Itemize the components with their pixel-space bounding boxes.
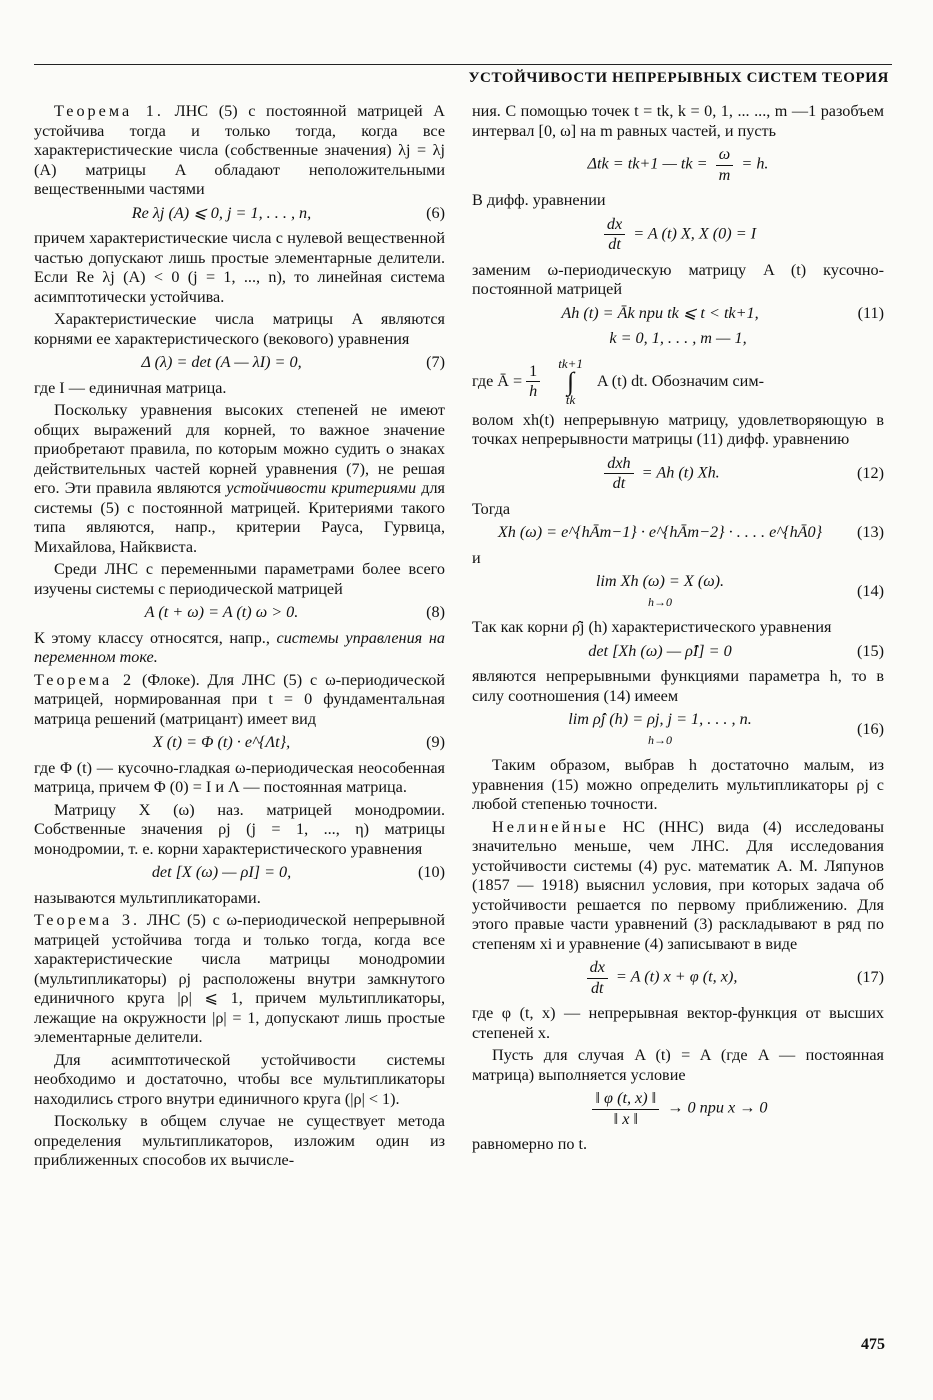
delta-t-numerator: ω (716, 145, 733, 166)
equation-13 (472, 523, 884, 543)
equation-12-body (472, 454, 848, 494)
theorem-1 (34, 102, 445, 200)
equation-16-expr: lim ρ̂j (h) = ρj, j = 1, . . . , n. (568, 710, 752, 728)
equation-13-number: (13) (857, 523, 884, 541)
equation-11 (472, 304, 884, 324)
delta-t-rhs: = h. (741, 154, 769, 173)
equation-8-number: (8) (426, 603, 445, 621)
equation-15 (472, 642, 884, 662)
theorem-2-lead: Теорема 2 (34, 670, 135, 689)
equation-14-expr: lim Xh (ω) = X (ω). (595, 572, 725, 590)
delta-t-lhs: Δtk = tk+1 — tk = (587, 154, 708, 173)
theorem-3-lead: Теорема 3. (34, 911, 141, 929)
eq12-fraction (604, 454, 633, 494)
paragraph-and: и (472, 548, 481, 567)
equation-10 (34, 863, 445, 883)
paragraph-uniform: равномерно по t. (472, 1135, 588, 1153)
paragraph-diff-eq: В дифф. уравнении (472, 191, 606, 209)
de-denominator: dt (608, 235, 621, 253)
equation-10-body: det [X (ω) — ρI] = 0, (151, 863, 292, 881)
equation-13-body: Xh (ω) = e^{hĀm−1} · e^{hĀm−2} · . . . . e^{hĀ0} (497, 523, 823, 541)
theorem-2 (34, 671, 445, 730)
de-numerator: dx (604, 215, 625, 236)
criteria-text-c: для системы (5) с постоянной матрицей. Критериями такого типа являются, напр., критерии Рауса, Гурвица, Михайлова, Найквиста. (34, 479, 445, 556)
de-fraction (604, 215, 625, 255)
paragraph-periodic: Среди ЛНС с переменными параметрами более всего изучены системы с периодической матрицей (34, 560, 445, 598)
theorem-2-text: (Флоке). Для ЛНС (5) с ω-периодической матрицей, нормированная при t = 0 фундаментальная матрица решений (матрицант) имеет вид (34, 670, 445, 728)
paragraph-zero-real: причем характеристические числа с нулевой вещественной частью допускают лишь простые элементарные делители. Если Re λj (A) < 0 (j = 1, ..., n), то линейная система асимптотически устойчива. (34, 229, 445, 306)
equation-delta-t-body (472, 145, 884, 185)
eq17-fraction (587, 958, 608, 998)
paragraph-char-numbers: Характеристические числа матрицы A являются корнями ее характеристического (векового) уравнения (34, 310, 445, 348)
equation-14-limit: h→0 (648, 594, 672, 609)
equation-de (472, 215, 884, 255)
eq18-fraction (592, 1089, 659, 1129)
delta-t-denominator: m (718, 165, 731, 184)
abar-rest: A (t) dt. Обозначим сим- (596, 371, 764, 390)
equation-11b-body: k = 0, 1, . . . , m — 1, (609, 329, 747, 347)
nonlinear-text: НС (ННС) вида (4) исследованы значительно меньше, чем ЛНС. Для исследования устойчивости системы (4) рус. математик А. М. Ляпунов (1857 — 1918) выяснил условия, при которых задача об устойчивости решается по первому приближению. Для этого правые части уравнений (3) раскладывают в ряд по степеням xi и уравнение (4) записывают в виде (472, 817, 884, 953)
paragraph-phi-def: где φ (t, x) — непрерывная вектор-функция от высших степеней x. (472, 1004, 884, 1042)
equation-6-number: (6) (426, 203, 445, 222)
equation-14-body (472, 572, 848, 612)
abar-fraction (526, 362, 540, 402)
eq12-numerator: dxh (604, 454, 633, 475)
delta-t-fraction (716, 145, 734, 185)
equation-17-number: (17) (857, 968, 884, 987)
eq17-rhs: = A (t) x + φ (t, x), (615, 967, 738, 986)
eq12-denominator: dt (612, 474, 626, 492)
equation-6 (34, 204, 445, 224)
paragraph-identity-matrix: где I — единичная матрица. (34, 378, 227, 397)
abar-denominator: h (529, 382, 538, 400)
running-title: УСТОЙЧИВОСТИ НЕПРЕРЫВНЫХ СИСТЕМ ТЕОРИЯ (468, 70, 889, 86)
criteria-term: устойчивости критериями (226, 479, 417, 497)
equation-14 (472, 572, 884, 612)
paragraph-roots: Так как корни ρ̂j (h) характеристического уравнения (472, 618, 832, 636)
equation-abar (472, 355, 884, 409)
eq18-numerator: ‖ φ (t, x) ‖ (592, 1089, 659, 1110)
equation-12-number: (12) (857, 463, 884, 482)
equation-18-body (472, 1089, 884, 1129)
equation-11-number: (11) (857, 303, 884, 322)
equation-7-number: (7) (426, 353, 445, 371)
integral (558, 355, 583, 409)
paragraph-continuous: являются непрерывными функциями параметра h, то в силу соотношения (14) имеем (472, 667, 884, 705)
paragraph-asymptotic: Для асимптотической устойчивости системы необходимо и достаточно, чтобы все мультипликаторы находились строго внутри единичного круга (|ρ| < 1). (34, 1050, 445, 1108)
equation-12 (472, 454, 884, 494)
equation-7-body: Δ (λ) = det (A — λI) = 0, (141, 353, 302, 371)
criteria-text-a: Поскольку уравнения высоких степеней не имеют общих выражений для корней, то важное значение приобретают правила, по которым можно судить о знаках действительных частей корней уравнения (7), не решая его. Эти правила являются (34, 401, 445, 497)
paragraph-phi: где Φ (t) — кусочно-гладкая ω-периодическая неособенная матрица, причем Φ (0) = I и Λ — постоянная матрица. (34, 758, 445, 796)
ac-systems-text: К этому классу относятся, напр., (34, 628, 277, 647)
abar-numerator: 1 (526, 362, 540, 383)
paragraph-monodromy: Матрицу X (ω) наз. матрицей монодромии. Собственные значения ρj (j = 1, ..., η) матрицы монодромии, т. е. корни характеристического уравнения (34, 800, 445, 858)
equation-8 (34, 603, 445, 623)
theorem-1-text: ЛНС (5) с постоянной матрицей A устойчива тогда и только тогда, когда все характеристические числа (собственные значения) λj = λj (A) матрицы A обладают неположительными вещественными частями (34, 102, 446, 198)
paragraph-condition: Пусть для случая A (t) = A (где A — постоянная матрица) выполняется условие (472, 1046, 884, 1084)
paragraph-replace: заменим ω-периодическую матрицу A (t) кусочно-постоянной матрицей (472, 260, 884, 298)
equation-14-number: (14) (857, 582, 884, 601)
equation-18 (472, 1089, 884, 1129)
equation-17-body (472, 958, 848, 998)
equation-16-limit: h→0 (648, 732, 672, 747)
equation-9 (34, 733, 445, 753)
paragraph-then: Тогда (472, 499, 511, 518)
page-number: 475 (861, 1336, 885, 1353)
equation-6-body: Re λj (A) ⩽ 0, j = 1, . . . , n, (131, 203, 312, 222)
equation-10-number: (10) (418, 863, 445, 881)
equation-15-number: (15) (857, 641, 884, 660)
paragraph-partition: ния. С помощью точек t = tk, k = 0, 1, ... ..., m —1 разобъем интервал [0, ω] на m равных частей, и пусть (472, 102, 884, 140)
paragraph-xh: волом xh(t) непрерывную матрицу, удовлетворяющую в точках непрерывности матрицы (11) дифф. уравнению (472, 410, 884, 448)
equation-de-body (472, 215, 884, 255)
equation-7 (34, 353, 445, 373)
integral-upper: tk+1 (558, 355, 583, 371)
paragraph-conclusion: Таким образом, выбрав h достаточно малым, из уравнения (15) можно определить мультипликаторы ρj с любой степенью точности. (472, 756, 884, 813)
eq12-rhs: = Ah (t) Xh. (641, 463, 720, 482)
equation-9-number: (9) (426, 733, 445, 751)
integral-lower: tk (565, 391, 576, 407)
equation-8-body: A (t + ω) = A (t) ω > 0. (144, 603, 299, 621)
equation-17 (472, 958, 884, 998)
equation-11b (472, 329, 884, 349)
eq17-denominator: dt (590, 978, 604, 997)
nonlinear-lead: Нелинейные (492, 817, 609, 836)
left-column (34, 102, 445, 1174)
right-column (472, 102, 884, 1158)
equation-15-body: det [Xh (ω) — ρ̂I] = 0 (588, 641, 732, 660)
equation-delta-t (472, 145, 884, 185)
equation-11-body: Ah (t) = Āk при tk ⩽ t < tk+1, (561, 303, 759, 322)
paragraph-criteria (34, 401, 445, 557)
abar-lhs: где Ā = (472, 371, 523, 390)
theorem-3-text: ЛНС (5) с ω-периодической непрерывной матрицей устойчива тогда и только тогда, когда все характеристические числа матрицы монодромии (мультипликаторы) ρj расположены внутри замкнутого единичного круга |ρ| ⩽ 1, причем мультипликаторы, лежащие на окружности |ρ| = 1, допускают лишь простые элементарные делители. (34, 911, 445, 1046)
equation-9-body: X (t) = Φ (t) · e^{Λt}, (152, 733, 291, 751)
equation-16-number: (16) (857, 720, 884, 739)
paragraph-multipliers: называются мультипликаторами. (34, 888, 261, 907)
theorem-3 (34, 911, 445, 1048)
de-rhs: = A (t) X, X (0) = I (633, 224, 757, 243)
paragraph-approx-method: Поскольку в общем случае не существует метода определения мультипликаторов, изложим один из приближенных способов их вычисле- (34, 1112, 445, 1169)
eq18-rhs: → 0 при x → 0 (667, 1098, 768, 1117)
equation-16 (472, 710, 884, 750)
theorem-1-lead: Теорема 1. (54, 102, 164, 120)
eq17-numerator: dx (587, 958, 608, 979)
integral-sign: ∫ (567, 366, 575, 396)
header-rule (34, 64, 892, 65)
equation-16-body (472, 710, 848, 750)
ac-systems-term: системы управления на переменном токе. (34, 628, 445, 666)
paragraph-nonlinear (472, 818, 884, 955)
eq18-denominator: ‖ x ‖ (613, 1109, 639, 1128)
paragraph-ac-systems (34, 629, 445, 668)
